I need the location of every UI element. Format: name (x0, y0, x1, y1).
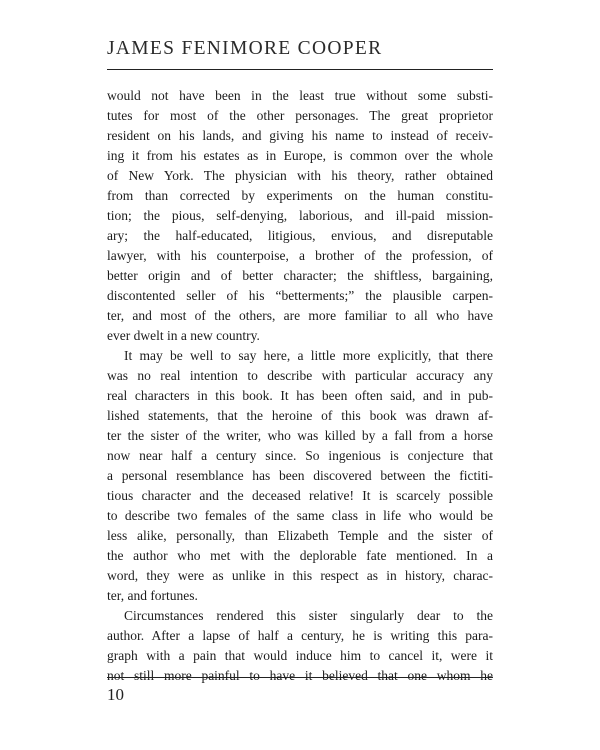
text-line: from than corrected by experiments on the human constitu- (107, 188, 493, 203)
text-line: word, they were as unlike in this respect as in history, charac- (107, 568, 493, 583)
text-line: tutes for most of the other personages. The great proprietor (107, 108, 493, 123)
text-line: ter, and most of the others, are more familiar to all who have (107, 308, 493, 323)
text-line: ever dwelt in a new country. (107, 328, 260, 343)
text-line: the author who met with the deplorable fate mentioned. In a (107, 548, 493, 563)
text-line: ter, and fortunes. (107, 588, 198, 603)
text-line: less alike, personally, than Elizabeth Temple and the sister of (107, 528, 493, 543)
text-line: was no real intention to describe with particular accuracy any (107, 368, 493, 383)
text-line: to describe two females of the same class in life who would be (107, 508, 493, 523)
text-line: It may be well to say here, a little more explicitly, that there (124, 348, 493, 363)
text-line: of New York. The physician with his theory, rather obtained (107, 168, 493, 183)
text-line: resident on his lands, and giving his name to instead of receiv- (107, 128, 493, 143)
text-line: better origin and of better character; the shiftless, bargaining, (107, 268, 493, 283)
text-line: now near half a century since. So ingenious is conjecture that (107, 448, 493, 463)
header-rule (107, 69, 493, 70)
text-line: discontented seller of his “betterments;” the plausible carpen- (107, 288, 493, 303)
text-line: lished statements, that the heroine of this book was drawn af- (107, 408, 493, 423)
footer-rule (107, 677, 493, 678)
text-line: graph with a pain that would induce him to cancel it, were it (107, 648, 493, 663)
text-line: author. After a lapse of half a century, he is writing this para- (107, 628, 493, 643)
text-line: tion; the pious, self-denying, laborious, and ill-paid mission- (107, 208, 493, 223)
text-line: a personal resemblance has been discovered between the fictiti- (107, 468, 493, 483)
running-head: JAMES FENIMORE COOPER (107, 38, 383, 59)
page-number: 10 (107, 685, 124, 704)
text-line: real characters in this book. It has been often said, and in pub- (107, 388, 493, 403)
text-line: lawyer, with his counterpoise, a brother of the profession, of (107, 248, 493, 263)
text-line: would not have been in the least true without some substi- (107, 88, 493, 103)
text-line: ary; the half-educated, litigious, envious, and disreputable (107, 228, 493, 243)
text-line: ter the sister of the writer, who was killed by a fall from a horse (107, 428, 493, 443)
text-line: Circumstances rendered this sister singularly dear to the (124, 608, 493, 623)
text-line: tious character and the deceased relative! It is scarcely possible (107, 488, 493, 503)
text-line: ing it from his estates as in Europe, is common over the whole (107, 148, 493, 163)
text-line: not still more painful to have it believed that one whom he (107, 668, 493, 683)
body-text (107, 86, 493, 686)
